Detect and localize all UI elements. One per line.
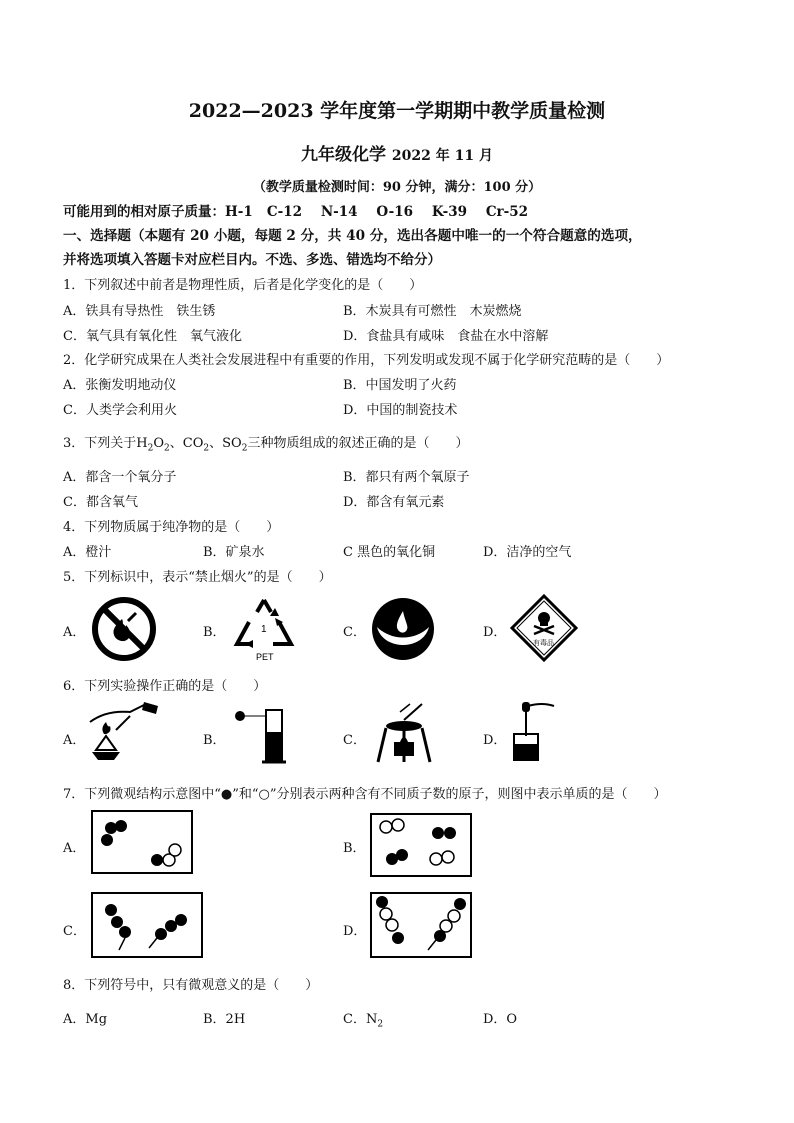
micro-diagram-b bbox=[370, 813, 472, 877]
water-saving-icon bbox=[371, 597, 435, 661]
option-c bbox=[343, 1008, 383, 1030]
option-a: A．铁具有导热性 铁生锈 bbox=[63, 304, 216, 319]
option-d: D．食盐具有咸味 食盐在水中溶解 bbox=[343, 329, 549, 344]
stem-prefix: 3．下列关于 bbox=[63, 436, 137, 451]
micro-diagram-c bbox=[91, 892, 203, 958]
option-c: C． bbox=[343, 733, 366, 748]
formula-n2: $N_2$ bbox=[365, 1012, 384, 1030]
option-d: D． bbox=[483, 733, 507, 748]
micro-diagram-d bbox=[370, 892, 472, 958]
option-a: A．张衡发明地动仪 bbox=[63, 378, 177, 393]
atomic-mass: K-39 bbox=[431, 204, 467, 220]
option-b: B．都只有两个氧原子 bbox=[343, 470, 470, 485]
question-stem: 4．下列物质属于纯净物的是（ ） bbox=[63, 520, 280, 535]
recycle-number: 1 bbox=[261, 624, 267, 635]
option-a: A．橙汁 bbox=[63, 545, 112, 560]
formula-h2o2: $H_2O_2$ bbox=[136, 436, 170, 454]
formula-so2: $SO_2$ bbox=[222, 436, 248, 454]
no-fire-sign-icon bbox=[92, 597, 156, 661]
option-c: C．都含氧气 bbox=[63, 495, 138, 510]
exam-subject bbox=[0, 140, 794, 165]
option-d: D． bbox=[343, 924, 367, 939]
atomic-mass: N-14 bbox=[320, 204, 358, 220]
recycle-label: PET bbox=[256, 652, 274, 662]
lab-heating-icon bbox=[370, 700, 440, 766]
question-stem: 5．下列标识中，表示“禁止烟火”的是（ ） bbox=[63, 570, 332, 585]
option-c: C．人类学会利用火 bbox=[63, 403, 177, 418]
option-d: D．O bbox=[483, 1012, 518, 1027]
option-b: B．2H bbox=[203, 1012, 246, 1027]
option-b: B．中国发明了火药 bbox=[343, 378, 457, 393]
question-stem: 2．化学研究成果在人类社会发展进程中有重要的作用，下列发明或发现不属于化学研究范畴的是（ ） bbox=[63, 353, 670, 368]
atomic-masses bbox=[63, 200, 528, 220]
stem-suffix: 三种物质组成的叙述正确的是（ ） bbox=[247, 436, 469, 451]
option-b: B．木炭具有可燃性 木炭燃烧 bbox=[343, 304, 522, 319]
section-instructions-2: 并将选项填入答题卡对应栏目内。不选、多选、错选均不给分） bbox=[63, 252, 441, 268]
option-d: D．都含有氧元素 bbox=[343, 495, 445, 510]
section-instructions-1: 一、选择题（本题有 20 小题，每题 2 分，共 40 分，选出各题中唯一的一个符合题意的选项， bbox=[63, 228, 642, 244]
toxic-label: 有毒品 bbox=[533, 639, 554, 647]
micro-diagram-a bbox=[91, 810, 193, 874]
option-b: B．矿泉水 bbox=[203, 545, 265, 560]
option-c: C． bbox=[63, 924, 86, 939]
option-d: D． bbox=[483, 625, 507, 640]
question-stem: 1．下列叙述中前者是物理性质，后者是化学变化的是（ ） bbox=[63, 278, 423, 293]
recycle-pet-icon bbox=[229, 594, 299, 664]
option-a: A． bbox=[63, 625, 86, 640]
formula-co2: $CO_2$ bbox=[182, 436, 210, 454]
option-c: C 黑色的氧化铜 bbox=[343, 545, 436, 560]
question-stem: 3．下列关于$H_2O_2$、$CO_2$、$SO_2$三种物质组成的叙述正确的是（ ） bbox=[63, 436, 469, 454]
exam-date: 2022 年 11 月 bbox=[391, 148, 493, 164]
atomic-mass: O-16 bbox=[376, 204, 414, 220]
toxic-sign-icon bbox=[510, 594, 578, 662]
option-a: A． bbox=[63, 841, 86, 856]
option-a: A．都含一个氧分子 bbox=[63, 470, 177, 485]
subject-name: 九年级化学 bbox=[301, 145, 386, 165]
option-c: C．氧气具有氧化性 氧气液化 bbox=[63, 329, 242, 344]
option-d: D．洁净的空气 bbox=[483, 545, 572, 560]
question-stem: 7．下列微观结构示意图中“●”和“○”分别表示两种含有不同质子数的原子，则图中表示单质的是（ ） bbox=[63, 787, 667, 802]
option-d: D．中国的制瓷技术 bbox=[343, 403, 458, 418]
atomic-mass: H-1 bbox=[225, 204, 253, 220]
atomic-mass-label: 可能用到的相对原子质量： bbox=[63, 204, 225, 220]
lab-dropper-icon bbox=[508, 700, 568, 766]
option-c-label: C． bbox=[343, 1012, 366, 1027]
lab-cylinder-reading-icon bbox=[232, 702, 296, 766]
option-b: B． bbox=[203, 625, 226, 640]
option-b: B． bbox=[203, 733, 226, 748]
lab-lamp-lighting-icon bbox=[86, 700, 166, 764]
page-title: 2022—2023 学年度第一学期期中教学质量检测 bbox=[188, 100, 606, 122]
option-c: C． bbox=[343, 625, 366, 640]
option-a: A． bbox=[63, 733, 86, 748]
time-note: （教学质量检测时间：90 分钟，满分：100 分） bbox=[252, 180, 542, 195]
atomic-mass: Cr-52 bbox=[485, 204, 529, 220]
atomic-mass: C-12 bbox=[266, 204, 303, 220]
question-stem: 6．下列实验操作正确的是（ ） bbox=[63, 679, 267, 694]
question-stem: 8．下列符号中，只有微观意义的是（ ） bbox=[63, 978, 319, 993]
option-a: A．Mg bbox=[63, 1012, 108, 1027]
option-b: B． bbox=[343, 841, 366, 856]
